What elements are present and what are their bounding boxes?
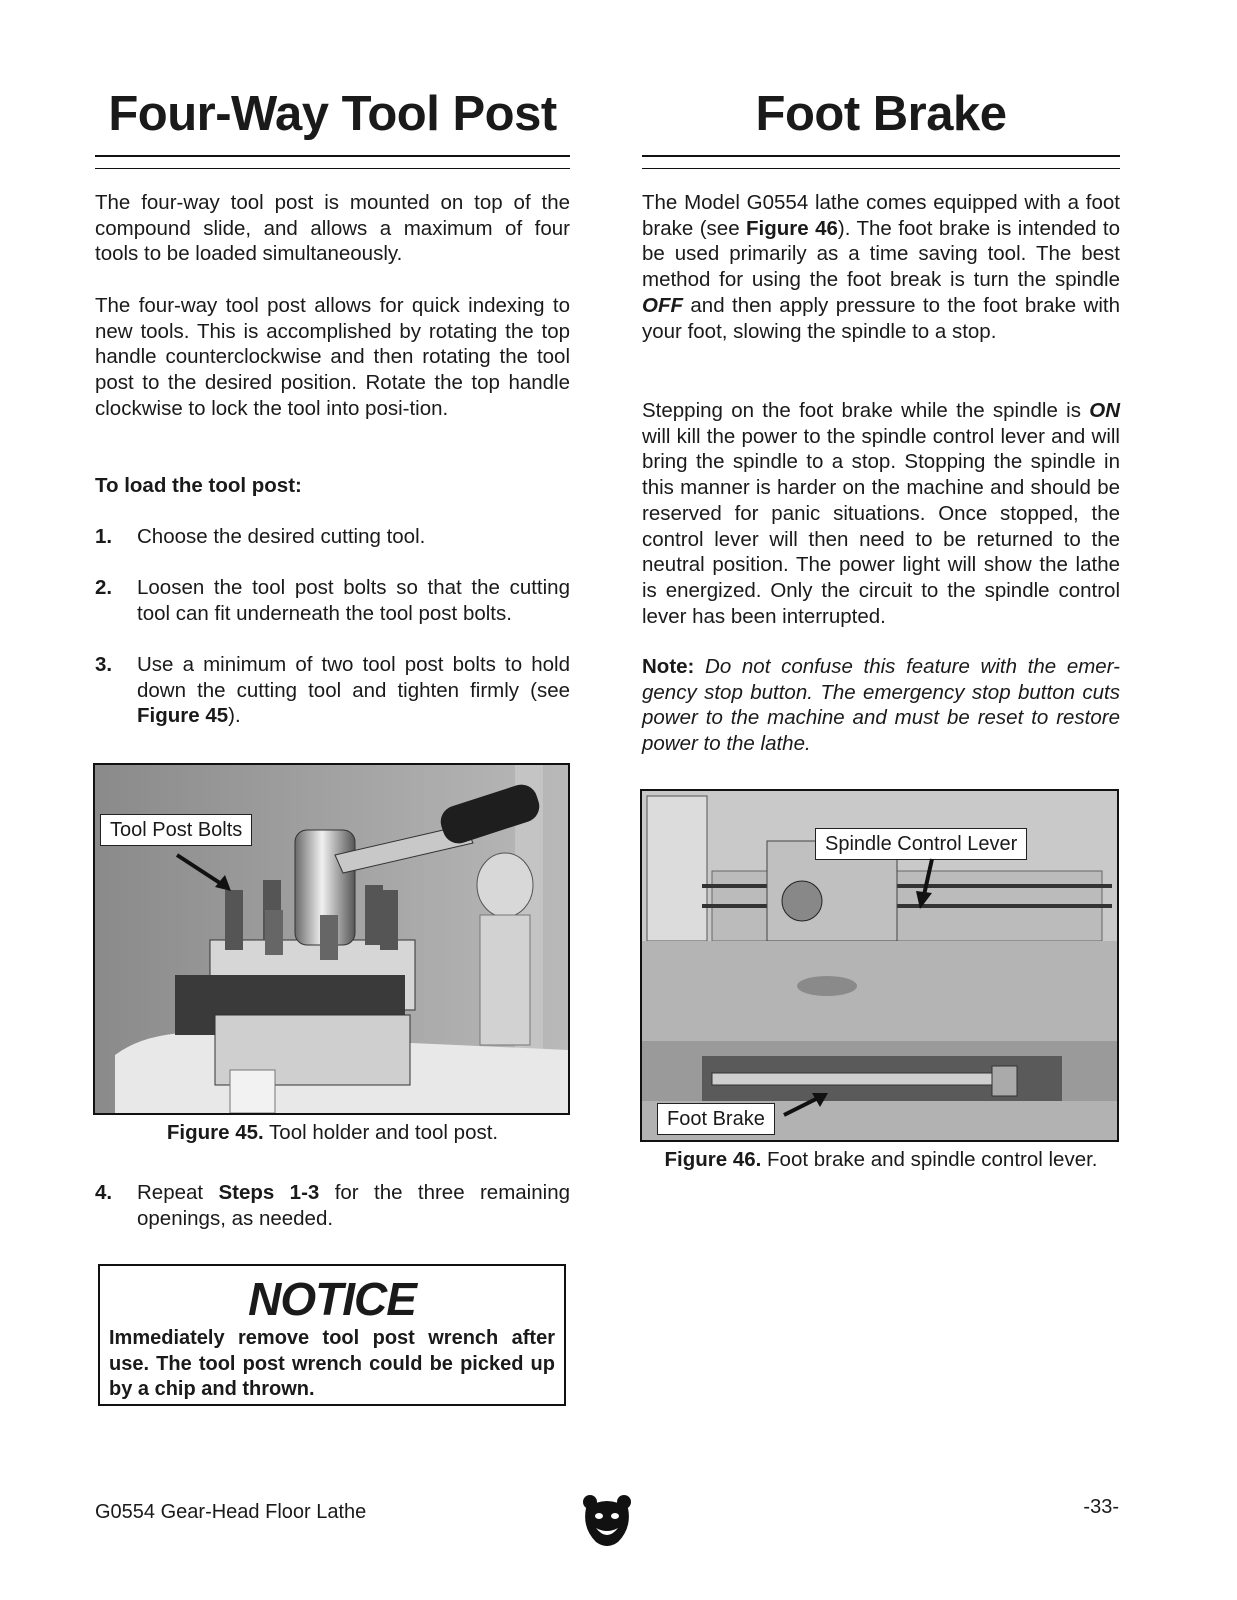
- step-2: [95, 575, 570, 626]
- spindle-control-lever-callout: Spindle Control Lever: [815, 828, 1027, 860]
- foot-brake-callout: Foot Brake: [657, 1103, 775, 1135]
- note-label: Note:: [642, 655, 695, 678]
- title-rule: [642, 155, 1120, 170]
- figure-reference: Figure 45: [137, 704, 229, 728]
- step-number: 2.: [95, 576, 113, 599]
- step-text: Repeat Steps 1-3 for the three remaining openings, as needed.: [137, 1181, 570, 1230]
- page-number: -33-: [1083, 1496, 1119, 1518]
- procedure-heading: To load the tool post:: [95, 474, 302, 497]
- title-rule: [95, 155, 570, 170]
- figure-45-photo: [93, 763, 570, 1115]
- steps-reference: Steps 1-3: [218, 1181, 320, 1204]
- section-title-foot-brake: Foot Brake: [755, 87, 1007, 141]
- step-number: 1.: [95, 525, 113, 548]
- tool-post-bolts-callout: Tool Post Bolts: [100, 814, 252, 846]
- foot-brake-intro: The Model G0554 lathe comes equipped with a foot brake (see Figure 46). The foot brake is intended to be used primarily as a time saving tool. The best method for using the foot break is turn the spindle OFF and then apply pressure to the foot brake with your foot, slowing the spindle to a stop.: [642, 191, 1120, 343]
- step-number: 3.: [95, 653, 113, 676]
- step-3: [95, 652, 570, 729]
- figure-46-caption: Figure 46. Foot brake and spindle control lever.: [664, 1148, 1098, 1171]
- figure-45-caption: Figure 45. Tool holder and tool post.: [166, 1121, 499, 1144]
- footer-model: G0554 Gear-Head Floor Lathe: [95, 1501, 367, 1523]
- arrow-icon: [175, 853, 235, 893]
- notice-box: [98, 1264, 566, 1406]
- bear-head-icon: [582, 1494, 632, 1548]
- figure-46-photo: [640, 789, 1119, 1142]
- step-text: Loosen the tool post bolts so that the cutting tool can fit underneath the tool post bolts.: [137, 576, 570, 625]
- foot-brake-note: Note: Do not confuse this feature with the emer-gency stop button. The emergency stop button cuts power to the machine and must be reset to restore power to the lathe.: [642, 655, 1120, 756]
- on-emphasis: ON: [1089, 399, 1120, 422]
- tool-post-indexing: The four-way tool post allows for quick indexing to new tools. This is accomplished by rotating the top handle counterclockwise and then rotating the tool post to the desired position. Rotate the top handle clockwise to lock the tool into posi-tion.: [95, 294, 570, 420]
- section-title-tool-post: Four-Way Tool Post: [108, 87, 557, 141]
- notice-body: Immediately remove tool post wrench after use. The tool post wrench could be picked up by a chip and thrown.: [109, 1327, 555, 1400]
- step-text: Choose the desired cutting tool.: [137, 525, 426, 548]
- step-4: [95, 1180, 570, 1231]
- off-emphasis: OFF: [642, 293, 683, 317]
- foot-brake-operation: Stepping on the foot brake while the spindle is ON will kill the power to the spindle control lever and will bring the spindle to a stop. Stopping the spindle in this manner is harder on the machine and should be reserved for panic situations. Once stopped, the control lever will then need to be returned to the neutral position. The power light will show the lathe is energized. Only the circuit to the spindle control lever has been interrupted.: [642, 399, 1120, 628]
- figure-reference: Figure 46: [746, 216, 838, 240]
- arrow-icon: [912, 857, 942, 912]
- step-1: [95, 524, 570, 550]
- arrow-icon: [782, 1089, 832, 1119]
- step-text: Use a minimum of two tool post bolts to hold down the cutting tool and tighten firmly (see Figure 45).: [137, 653, 570, 728]
- tool-post-intro: The four-way tool post is mounted on top of the compound slide, and allows a maximum of four tools to be loaded simultaneously.: [95, 191, 570, 266]
- notice-title: NOTICE: [248, 1273, 416, 1325]
- step-number: 4.: [95, 1181, 113, 1204]
